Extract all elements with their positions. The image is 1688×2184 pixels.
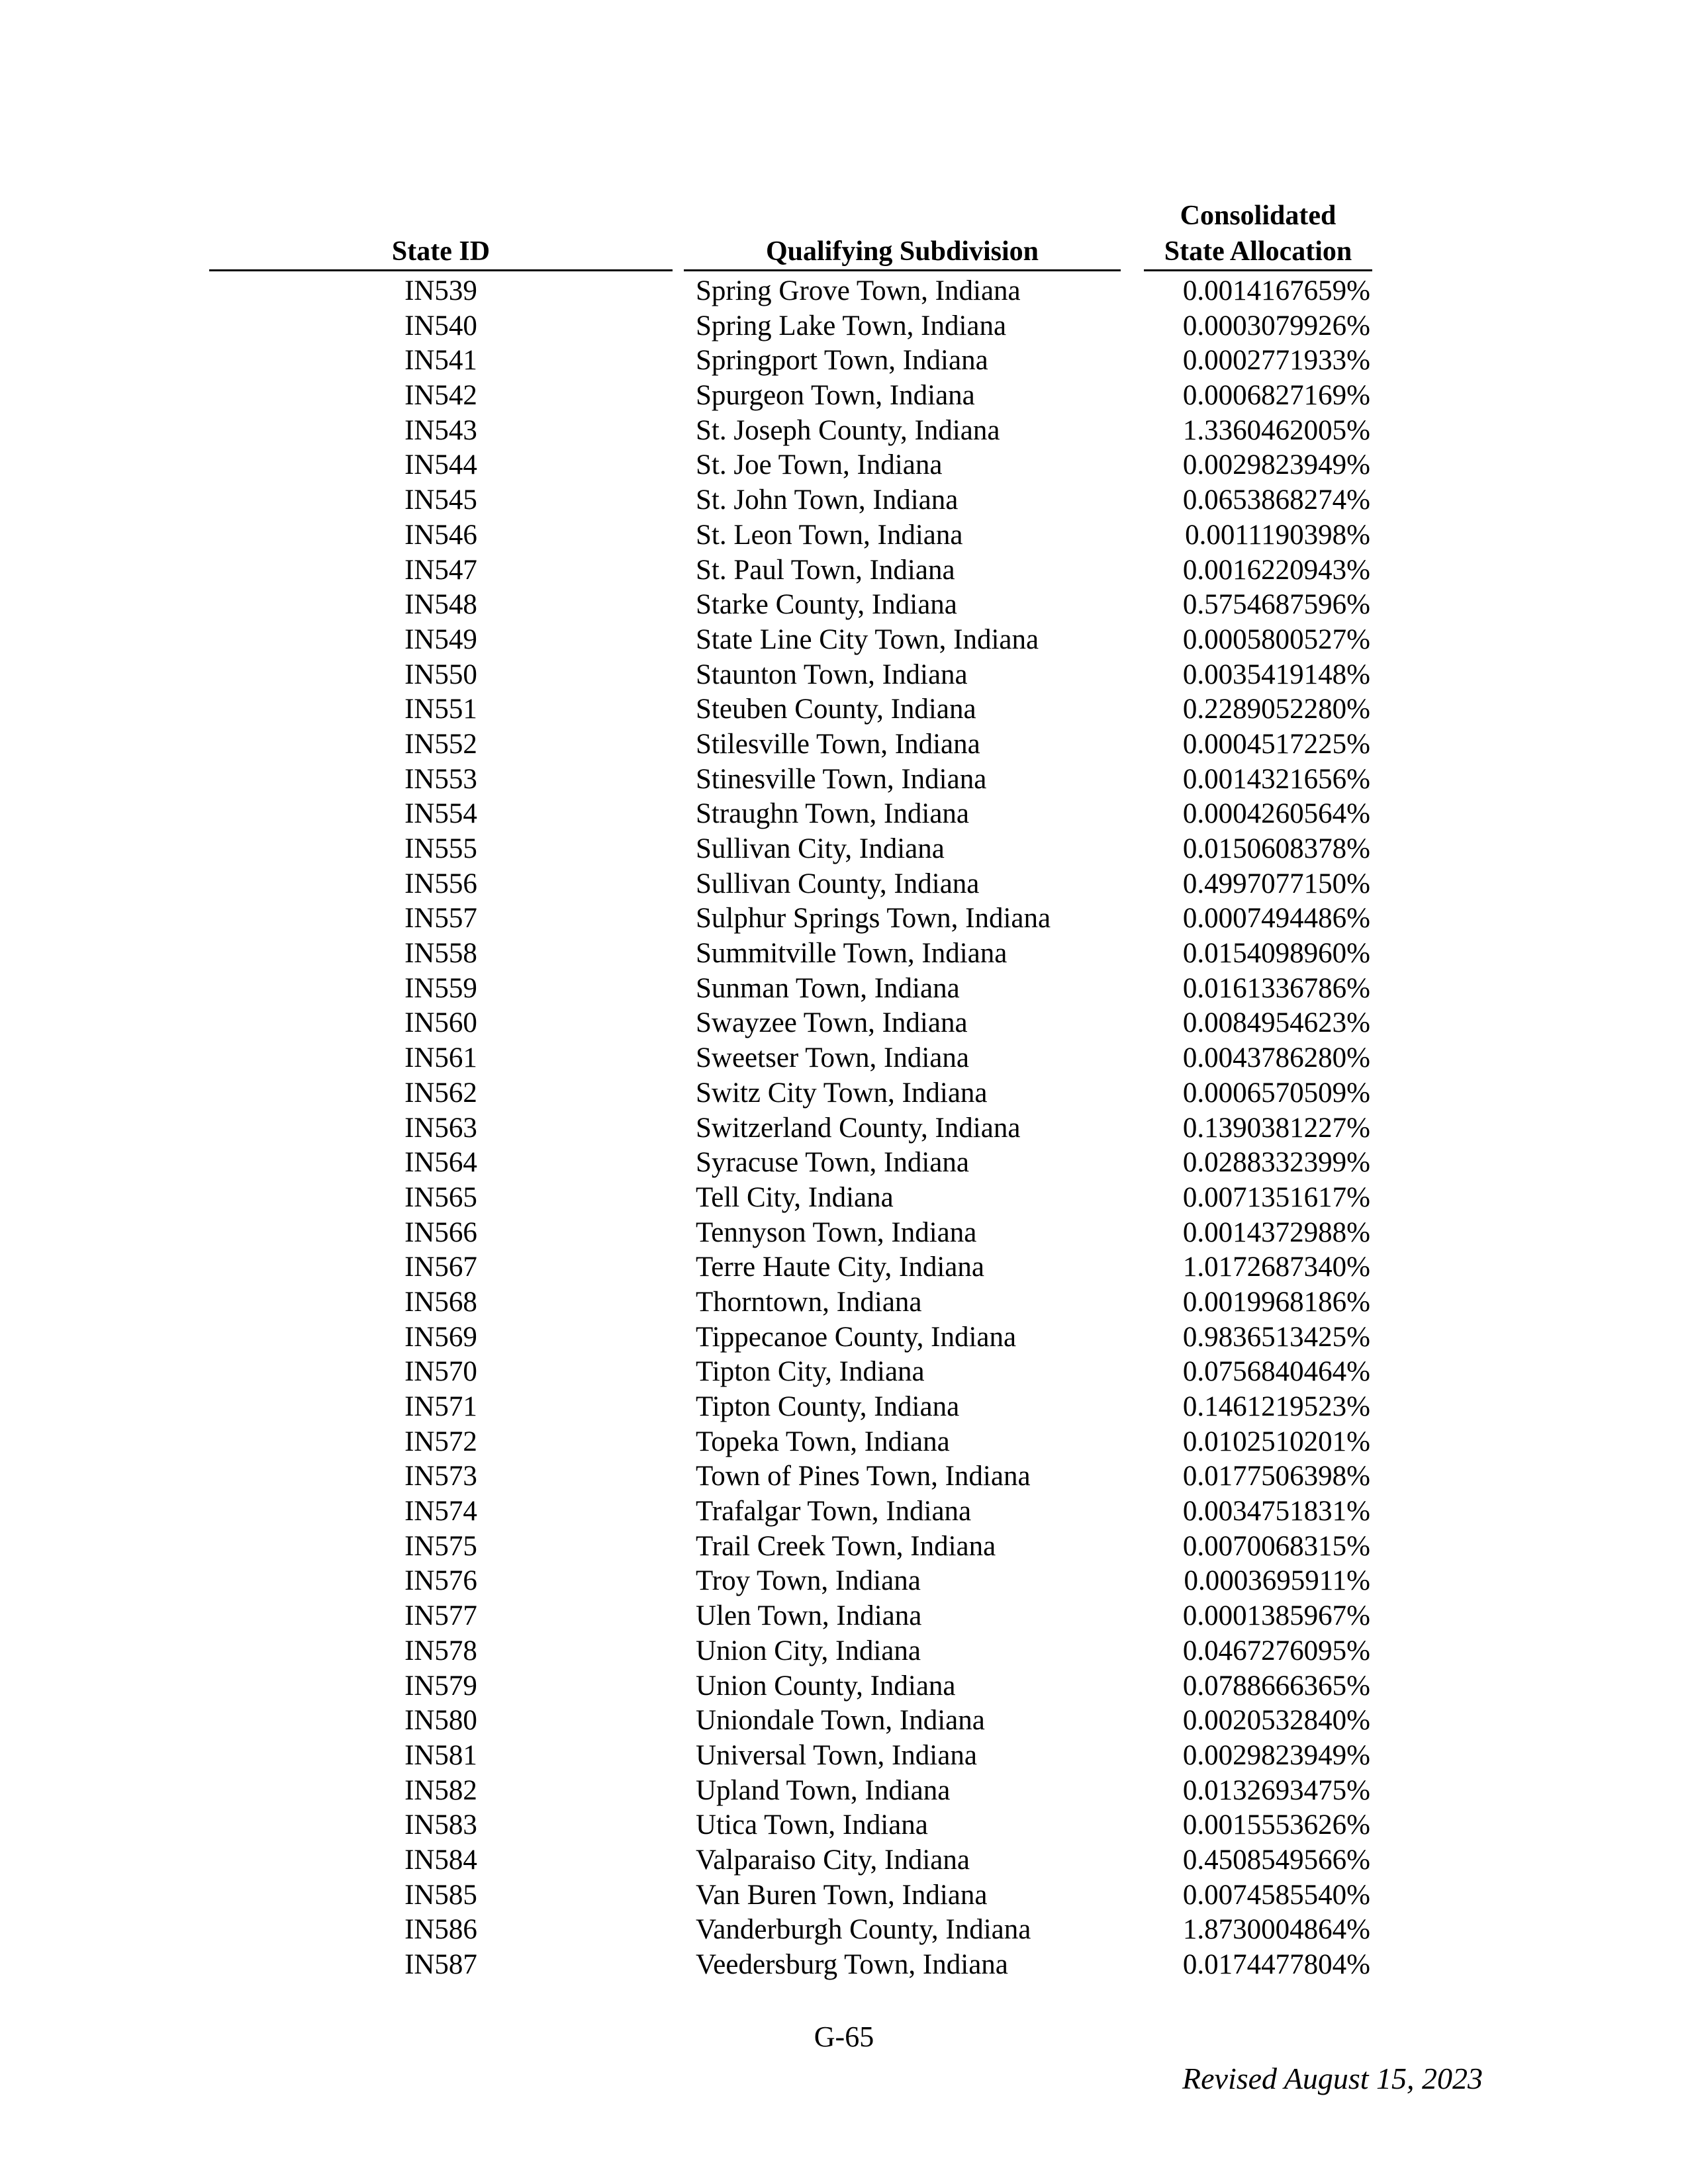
cell-subdivision: St. Leon Town, Indiana	[696, 519, 963, 551]
table-row	[0, 1390, 1688, 1425]
cell-subdivision: Thorntown, Indiana	[696, 1286, 922, 1318]
cell-subdivision: Steuben County, Indiana	[696, 694, 976, 725]
cell-allocation: 0.0020532840%	[1182, 1705, 1370, 1737]
cell-state-id: IN541	[404, 345, 477, 377]
cell-state-id: IN569	[404, 1321, 477, 1353]
table-row	[0, 588, 1688, 623]
table-row	[0, 623, 1688, 658]
table-row	[0, 727, 1688, 762]
table-row	[0, 1111, 1688, 1146]
cell-allocation: 0.0788666365%	[1182, 1670, 1370, 1702]
cell-state-id: IN583	[404, 1809, 477, 1841]
table-row	[0, 1355, 1688, 1390]
header-subdivision-rule	[684, 269, 1121, 271]
cell-subdivision: Tennyson Town, Indiana	[696, 1216, 977, 1248]
cell-allocation: 0.0071351617%	[1182, 1181, 1370, 1213]
header-subdivision-label: Qualifying Subdivision	[765, 236, 1039, 267]
table-row	[0, 1076, 1688, 1111]
cell-subdivision: Spring Grove Town, Indiana	[696, 275, 1021, 306]
table-row	[0, 1913, 1688, 1948]
cell-state-id: IN550	[404, 659, 477, 690]
cell-state-id: IN563	[404, 1112, 477, 1144]
cell-subdivision: Switz City Town, Indiana	[696, 1077, 988, 1109]
cell-state-id: IN542	[404, 380, 477, 412]
cell-allocation: 0.1390381227%	[1182, 1112, 1370, 1144]
cell-state-id: IN581	[404, 1739, 477, 1771]
cell-subdivision: Uniondale Town, Indiana	[696, 1705, 985, 1737]
cell-state-id: IN540	[404, 310, 477, 341]
table-row	[0, 972, 1688, 1007]
cell-subdivision: St. Joseph County, Indiana	[696, 414, 1000, 446]
table-row	[0, 1739, 1688, 1774]
cell-state-id: IN564	[404, 1147, 477, 1179]
cell-allocation: 0.0019968186%	[1182, 1286, 1370, 1318]
cell-allocation: 0.0102510201%	[1182, 1426, 1370, 1457]
table-row	[0, 658, 1688, 693]
cell-state-id: IN539	[404, 275, 477, 306]
cell-subdivision: Straughn Town, Indiana	[696, 798, 969, 830]
cell-subdivision: Union County, Indiana	[696, 1670, 956, 1702]
cell-allocation: 0.0132693475%	[1182, 1774, 1370, 1806]
table-row	[0, 1250, 1688, 1285]
cell-state-id: IN556	[404, 868, 477, 899]
cell-state-id: IN584	[404, 1844, 477, 1876]
cell-subdivision: St. Joe Town, Indiana	[696, 449, 943, 481]
cell-subdivision: Switzerland County, Indiana	[696, 1112, 1021, 1144]
revised-date: Revised August 15, 2023	[1182, 2062, 1483, 2095]
header-state-id-label: State ID	[391, 236, 491, 267]
table-row	[0, 1704, 1688, 1739]
table-row	[0, 1599, 1688, 1634]
cell-allocation: 1.3360462005%	[1182, 414, 1370, 446]
cell-allocation: 0.0006827169%	[1182, 380, 1370, 412]
table-row	[0, 1564, 1688, 1599]
cell-state-id: IN579	[404, 1670, 477, 1702]
cell-allocation: 0.0084954623%	[1182, 1007, 1370, 1039]
cell-subdivision: Tipton County, Indiana	[696, 1391, 960, 1422]
cell-state-id: IN580	[404, 1705, 477, 1737]
cell-state-id: IN586	[404, 1914, 477, 1946]
table-row	[0, 797, 1688, 832]
cell-subdivision: Valparaiso City, Indiana	[696, 1844, 970, 1876]
cell-allocation: 0.4997077150%	[1182, 868, 1370, 899]
table-row	[0, 762, 1688, 797]
table-row	[0, 1425, 1688, 1460]
cell-allocation: 0.0154098960%	[1182, 938, 1370, 970]
table-row	[0, 867, 1688, 902]
cell-subdivision: Van Buren Town, Indiana	[696, 1879, 988, 1911]
cell-allocation: 0.0014321656%	[1182, 763, 1370, 795]
cell-allocation: 0.0007494486%	[1182, 903, 1370, 934]
cell-state-id: IN562	[404, 1077, 477, 1109]
table-row	[0, 274, 1688, 309]
cell-allocation: 0.0756840464%	[1182, 1356, 1370, 1388]
table-row	[0, 1146, 1688, 1181]
header-allocation-rule	[1144, 269, 1372, 271]
cell-subdivision: Trail Creek Town, Indiana	[696, 1530, 996, 1562]
table-row	[0, 553, 1688, 588]
cell-subdivision: Ulen Town, Indiana	[696, 1600, 922, 1632]
cell-allocation: 0.0004517225%	[1182, 728, 1370, 760]
table-row	[0, 1216, 1688, 1251]
cell-subdivision: Tell City, Indiana	[696, 1181, 894, 1213]
cell-subdivision: St. Paul Town, Indiana	[696, 554, 955, 586]
cell-subdivision: Stilesville Town, Indiana	[696, 728, 980, 760]
cell-state-id: IN547	[404, 554, 477, 586]
table-row	[0, 448, 1688, 483]
cell-state-id: IN566	[404, 1216, 477, 1248]
header-subdivision	[684, 234, 1121, 269]
cell-state-id: IN558	[404, 938, 477, 970]
cell-subdivision: Town of Pines Town, Indiana	[696, 1461, 1031, 1492]
cell-allocation: 0.0006570509%	[1182, 1077, 1370, 1109]
cell-allocation: 1.8730004864%	[1182, 1914, 1370, 1946]
cell-state-id: IN554	[404, 798, 477, 830]
cell-allocation: 0.0011190398%	[1185, 519, 1370, 551]
cell-subdivision: Terre Haute City, Indiana	[696, 1251, 984, 1283]
cell-subdivision: Stinesville Town, Indiana	[696, 763, 987, 795]
cell-subdivision: Troy Town, Indiana	[696, 1565, 921, 1597]
cell-allocation: 0.0467276095%	[1182, 1635, 1370, 1666]
cell-state-id: IN545	[404, 484, 477, 516]
cell-subdivision: Sunman Town, Indiana	[696, 972, 960, 1004]
header-allocation	[1144, 198, 1372, 269]
table-row	[0, 1808, 1688, 1843]
cell-state-id: IN567	[404, 1251, 477, 1283]
cell-allocation: 0.0015553626%	[1182, 1809, 1370, 1841]
table-row	[0, 483, 1688, 518]
table-row	[0, 309, 1688, 344]
cell-state-id: IN582	[404, 1774, 477, 1806]
cell-subdivision: Trafalgar Town, Indiana	[696, 1496, 972, 1527]
cell-state-id: IN574	[404, 1496, 477, 1527]
table-row	[0, 1041, 1688, 1076]
cell-allocation: 0.1461219523%	[1182, 1391, 1370, 1422]
cell-state-id: IN555	[404, 833, 477, 864]
table-row	[0, 1006, 1688, 1041]
table-row	[0, 1285, 1688, 1320]
cell-state-id: IN549	[404, 623, 477, 655]
cell-state-id: IN571	[404, 1391, 477, 1422]
table-row	[0, 1948, 1688, 1983]
cell-allocation: 0.5754687596%	[1182, 589, 1370, 621]
cell-subdivision: Spring Lake Town, Indiana	[696, 310, 1007, 341]
table-row	[0, 901, 1688, 936]
table-row	[0, 832, 1688, 867]
cell-allocation: 0.0005800527%	[1182, 623, 1370, 655]
table-row	[0, 1320, 1688, 1355]
cell-state-id: IN559	[404, 972, 477, 1004]
cell-subdivision: Vanderburgh County, Indiana	[696, 1914, 1031, 1946]
cell-allocation: 0.0001385967%	[1182, 1600, 1370, 1632]
cell-allocation: 0.0174477804%	[1182, 1949, 1370, 1980]
cell-state-id: IN544	[404, 449, 477, 481]
table-row	[0, 1774, 1688, 1809]
cell-allocation: 0.0034751831%	[1182, 1496, 1370, 1527]
cell-allocation: 1.0172687340%	[1182, 1251, 1370, 1283]
cell-allocation: 0.0288332399%	[1182, 1147, 1370, 1179]
cell-state-id: IN560	[404, 1007, 477, 1039]
cell-subdivision: Starke County, Indiana	[696, 589, 957, 621]
cell-subdivision: Staunton Town, Indiana	[696, 659, 968, 690]
cell-state-id: IN585	[404, 1879, 477, 1911]
cell-state-id: IN548	[404, 589, 477, 621]
cell-allocation: 0.0029823949%	[1182, 1739, 1370, 1771]
cell-state-id: IN570	[404, 1356, 477, 1388]
cell-allocation: 0.0177506398%	[1182, 1461, 1370, 1492]
table-row	[0, 692, 1688, 727]
table-row	[0, 379, 1688, 414]
cell-state-id: IN543	[404, 414, 477, 446]
cell-subdivision: Topeka Town, Indiana	[696, 1426, 950, 1457]
cell-allocation: 0.0161336786%	[1182, 972, 1370, 1004]
table-row	[0, 1459, 1688, 1494]
cell-state-id: IN551	[404, 694, 477, 725]
cell-subdivision: Sullivan County, Indiana	[696, 868, 980, 899]
cell-allocation: 0.0004260564%	[1182, 798, 1370, 830]
cell-state-id: IN561	[404, 1042, 477, 1074]
table-row	[0, 1494, 1688, 1529]
cell-state-id: IN578	[404, 1635, 477, 1666]
cell-subdivision: Sweetser Town, Indiana	[696, 1042, 969, 1074]
cell-state-id: IN576	[404, 1565, 477, 1597]
cell-allocation: 0.0014372988%	[1182, 1216, 1370, 1248]
cell-state-id: IN552	[404, 728, 477, 760]
cell-subdivision: Summitville Town, Indiana	[696, 938, 1008, 970]
cell-subdivision: Springport Town, Indiana	[696, 345, 988, 377]
cell-subdivision: Spurgeon Town, Indiana	[696, 380, 975, 412]
header-allocation-line1: Consolidated	[1180, 201, 1336, 231]
cell-subdivision: Syracuse Town, Indiana	[696, 1147, 969, 1179]
table-row	[0, 414, 1688, 449]
cell-state-id: IN573	[404, 1461, 477, 1492]
table-row	[0, 343, 1688, 379]
cell-subdivision: Union City, Indiana	[696, 1635, 921, 1666]
cell-allocation: 0.0016220943%	[1182, 554, 1370, 586]
cell-subdivision: Tippecanoe County, Indiana	[696, 1321, 1017, 1353]
cell-allocation: 0.0003695911%	[1184, 1565, 1370, 1597]
cell-allocation: 0.2289052280%	[1182, 694, 1370, 725]
table-row	[0, 1669, 1688, 1704]
allocation-table-body	[0, 274, 1688, 1983]
cell-subdivision: Utica Town, Indiana	[696, 1809, 928, 1841]
cell-subdivision: Tipton City, Indiana	[696, 1356, 925, 1388]
header-state-id	[209, 234, 673, 269]
cell-state-id: IN568	[404, 1286, 477, 1318]
cell-allocation: 0.0150608378%	[1182, 833, 1370, 864]
cell-allocation: 0.0043786280%	[1182, 1042, 1370, 1074]
cell-allocation: 0.0653868274%	[1182, 484, 1370, 516]
cell-state-id: IN553	[404, 763, 477, 795]
header-state-id-rule	[209, 269, 673, 271]
cell-state-id: IN572	[404, 1426, 477, 1457]
cell-state-id: IN557	[404, 903, 477, 934]
cell-allocation: 0.0074585540%	[1182, 1879, 1370, 1911]
page-number: G-65	[814, 2021, 874, 2053]
cell-subdivision: St. John Town, Indiana	[696, 484, 959, 516]
cell-state-id: IN587	[404, 1949, 477, 1980]
table-row	[0, 1529, 1688, 1565]
table-row	[0, 518, 1688, 553]
table-row	[0, 1634, 1688, 1669]
cell-state-id: IN565	[404, 1181, 477, 1213]
cell-subdivision: Veedersburg Town, Indiana	[696, 1949, 1008, 1980]
cell-state-id: IN575	[404, 1530, 477, 1562]
table-row	[0, 1181, 1688, 1216]
table-row	[0, 936, 1688, 972]
header-allocation-line2: State Allocation	[1164, 236, 1352, 267]
cell-allocation: 0.0003079926%	[1182, 310, 1370, 341]
cell-allocation: 0.0002771933%	[1182, 345, 1370, 377]
cell-allocation: 0.0029823949%	[1182, 449, 1370, 481]
cell-subdivision: Upland Town, Indiana	[696, 1774, 951, 1806]
cell-subdivision: Universal Town, Indiana	[696, 1739, 977, 1771]
cell-allocation: 0.0035419148%	[1182, 659, 1370, 690]
table-row	[0, 1843, 1688, 1878]
cell-subdivision: Sullivan City, Indiana	[696, 833, 945, 864]
cell-allocation: 0.9836513425%	[1182, 1321, 1370, 1353]
cell-state-id: IN577	[404, 1600, 477, 1632]
cell-subdivision: Sulphur Springs Town, Indiana	[696, 903, 1051, 934]
table-row	[0, 1878, 1688, 1913]
cell-subdivision: State Line City Town, Indiana	[696, 623, 1039, 655]
cell-state-id: IN546	[404, 519, 477, 551]
cell-allocation: 0.0014167659%	[1182, 275, 1370, 306]
cell-allocation: 0.0070068315%	[1182, 1530, 1370, 1562]
cell-allocation: 0.4508549566%	[1182, 1844, 1370, 1876]
cell-subdivision: Swayzee Town, Indiana	[696, 1007, 968, 1039]
